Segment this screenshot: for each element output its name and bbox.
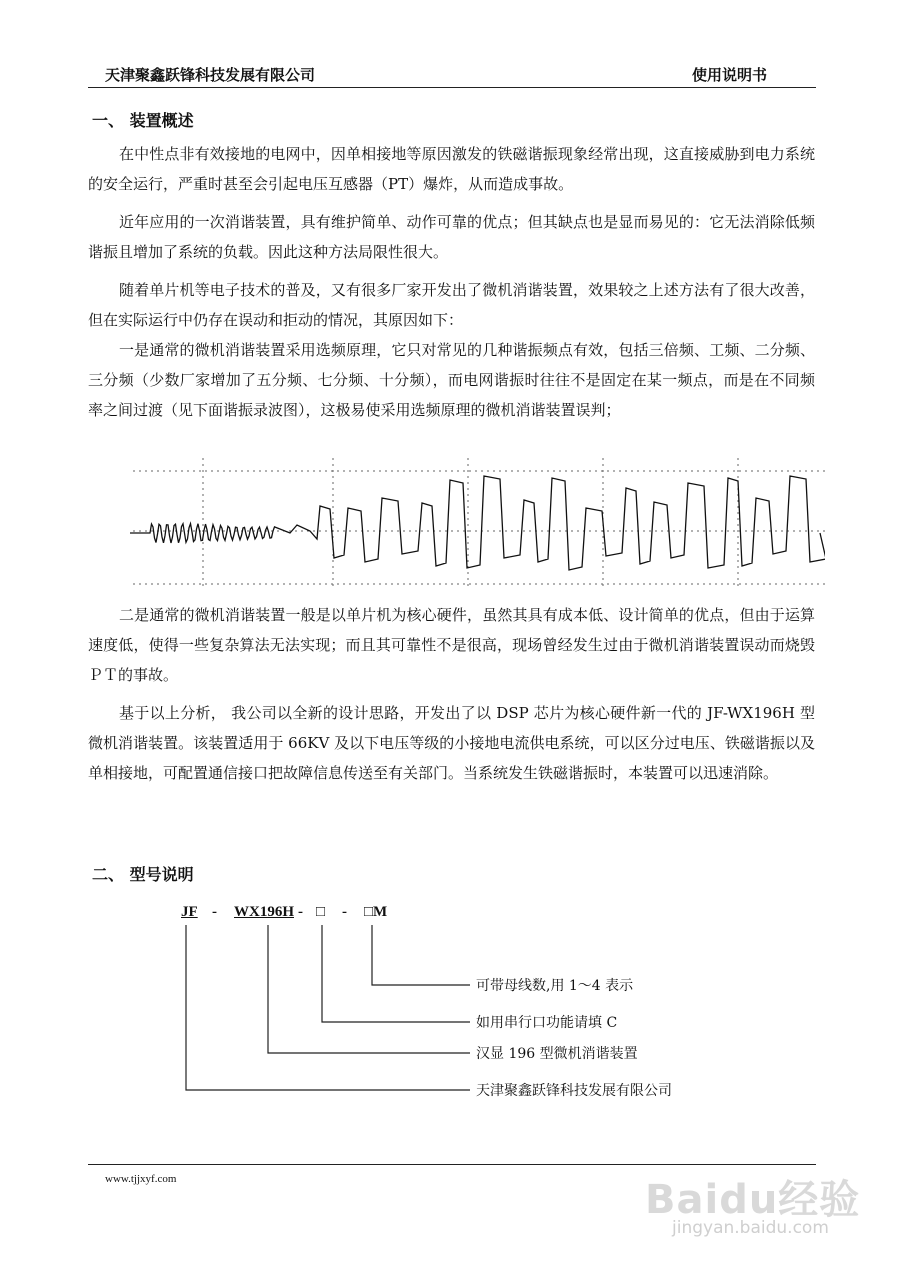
section-1-body	[88, 139, 815, 425]
paragraph-1: 在中性点非有效接地的电网中，因单相接地等原因激发的铁磁谐振现象经常出现，这直接威胁到电力系统的安全运行，严重时甚至会引起电压互感器（PT）爆炸，从而造成事故。	[88, 145, 815, 193]
footer-rule	[88, 1164, 816, 1165]
waveform-grid	[133, 458, 825, 590]
baidu-logo-watermark: Baidu经验	[645, 1177, 861, 1223]
paragraph-2: 近年应用的一次消谐装置，具有维护简单、动作可靠的优点；但其缺点也是显而易见的：它无法消除低频谐振且增加了系统的负载。因此这种方法局限性很大。	[88, 213, 815, 261]
label-company: 天津聚鑫跃锋科技发展有限公司	[476, 1083, 672, 1099]
section-1-body-continued	[88, 600, 815, 788]
connector-serial	[322, 925, 470, 1022]
header-rule	[88, 87, 816, 88]
model-connector-lines	[180, 925, 480, 1100]
connector-display	[268, 925, 470, 1053]
waveform-trace	[130, 476, 825, 570]
section-2-title: 二、 型号说明	[92, 865, 194, 884]
resonance-waveform-chart	[125, 458, 825, 590]
label-display: 汉显 196 型微机消谐装置	[476, 1046, 638, 1062]
watermark-url: jingyan.baidu.com	[672, 1218, 829, 1238]
paragraph-6: 基于以上分析， 我公司以全新的设计思路，开发出了以 DSP 芯片为核心硬件新一代的 JF-WX196H 型微机消谐装置。该装置适用于 66KV 及以下电压等级的小接地电流供电系统，可以区分过电压、铁磁谐振以及单相接地，可配置通信接口把故障信息传送至有关部门。当系统发生铁磁谐振时，本装置可以迅速消除。	[88, 704, 815, 782]
section-1-title: 一、 装置概述	[92, 111, 194, 130]
label-busbars: 可带母线数,用 1～4 表示	[476, 978, 634, 994]
model-dash-1: -	[212, 904, 217, 920]
model-part-serial: □	[316, 904, 326, 920]
header-doc-type: 使用说明书	[692, 66, 768, 84]
connector-company	[186, 925, 470, 1090]
connector-busbars	[372, 925, 470, 985]
model-dash-2: -	[298, 904, 303, 920]
model-part-busbars: □M	[364, 904, 388, 920]
paragraph-3: 随着单片机等电子技术的普及，又有很多厂家开发出了微机消谐装置，效果较之上述方法有了很大改善，但在实际运行中仍存在误动和拒动的情况，其原因如下：	[88, 281, 815, 329]
model-part-jf: JF	[181, 904, 198, 920]
paragraph-5: 二是通常的微机消谐装置一般是以单片机为核心硬件，虽然其具有成本低、设计简单的优点，但由于运算速度低，使得一些复杂算法无法实现；而且其可靠性不是很高，现场曾经发生过由于微机消谐装置误动而烧毁ＰＴ的事故。	[88, 606, 815, 684]
model-part-wx196h: WX196H	[234, 904, 294, 920]
footer-url: www.tjjxyf.com	[105, 1173, 177, 1185]
label-serial: 如用串行口功能请填 C	[476, 1015, 618, 1031]
paragraph-4: 一是通常的微机消谐装置采用选频原理，它只对常见的几种谐振频点有效，包括三倍频、工频、二分频、三分频（少数厂家增加了五分频、七分频、十分频），而电网谐振时往往不是固定在某一频点，而是在不同频率之间过渡（见下面谐振录波图），这极易使采用选频原理的微机消谐装置误判；	[88, 341, 815, 419]
model-dash-3: -	[342, 904, 347, 920]
header-company: 天津聚鑫跃锋科技发展有限公司	[105, 66, 316, 84]
